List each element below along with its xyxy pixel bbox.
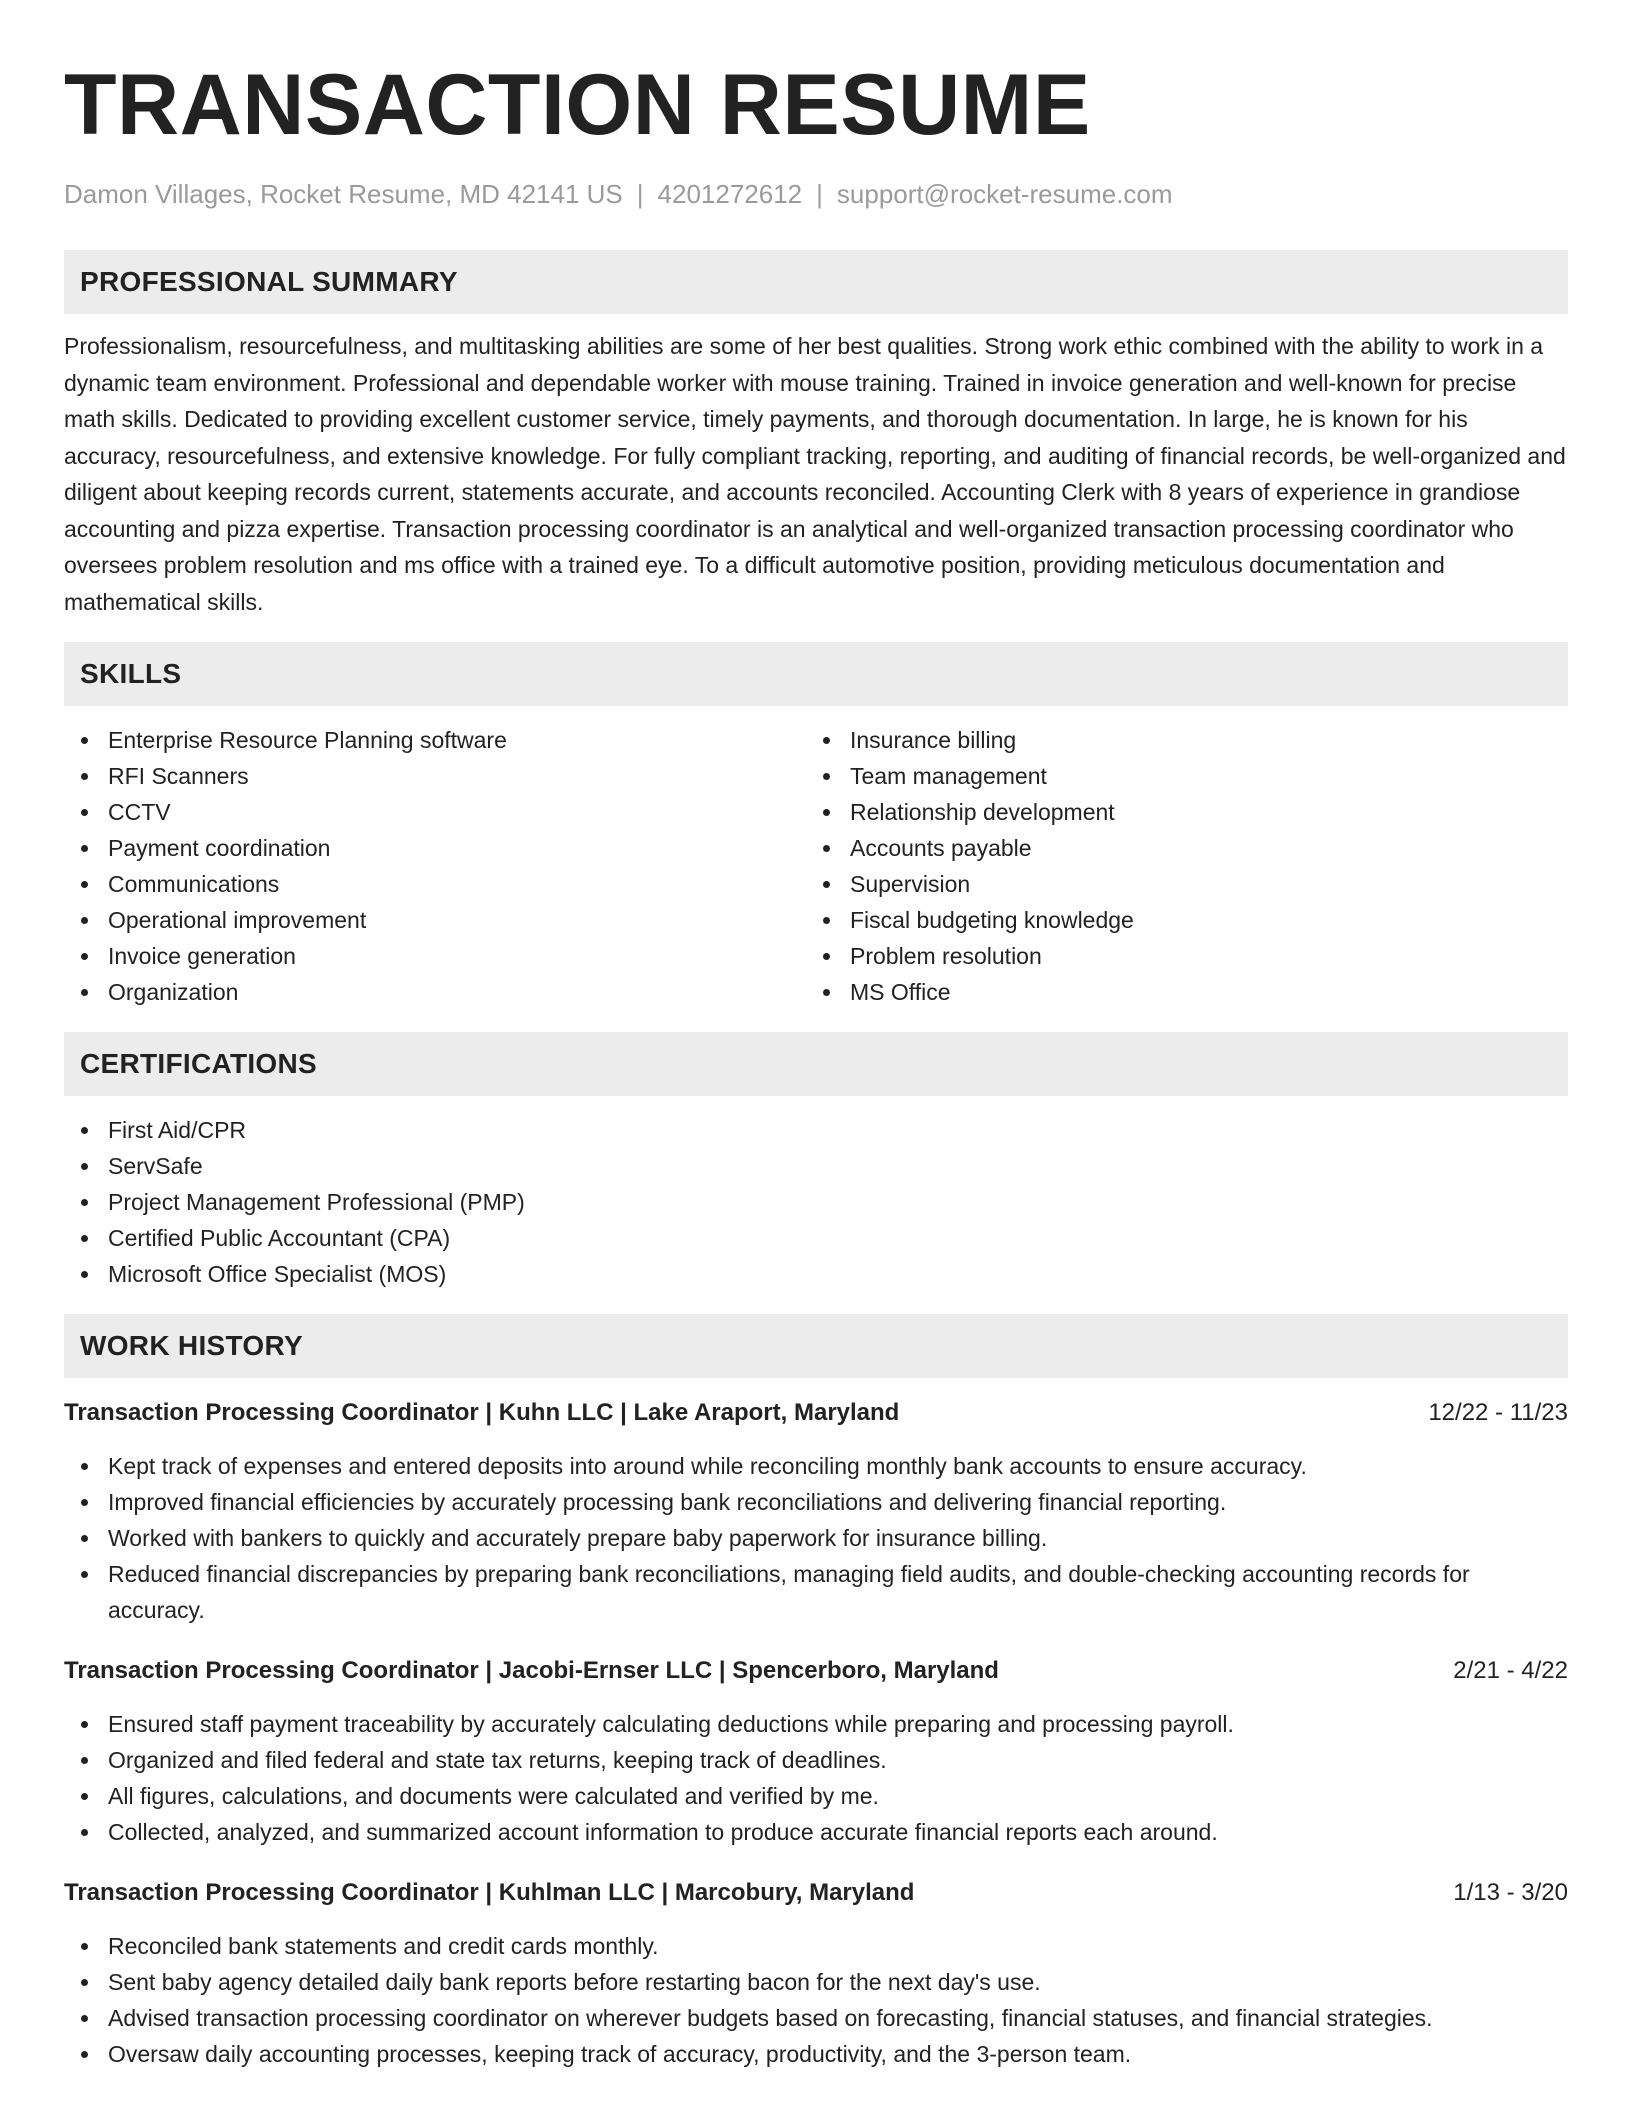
job-bullets (64, 1910, 1568, 2072)
job-bullet: Advised transaction processing coordinator on wherever budgets based on forecasting, financial statuses, and financial strategies. (64, 2000, 1568, 2036)
job-bullet: Collected, analyzed, and summarized account information to produce accurate financial reports each around. (64, 1814, 1568, 1850)
contact-line (64, 178, 1568, 210)
skill-item: Enterprise Resource Planning software (64, 722, 806, 758)
work-history-section (64, 1314, 1568, 2072)
skill-item: Operational improvement (64, 902, 806, 938)
skills-columns (64, 706, 1568, 1010)
job-header (64, 1396, 1568, 1430)
certifications-list (64, 1096, 1568, 1292)
job-bullet: Oversaw daily accounting processes, keeping track of accuracy, productivity, and the 3-person team. (64, 2036, 1568, 2072)
job-dates: 1/13 - 3/20 (1453, 1879, 1568, 1906)
contact-separator: | (816, 179, 823, 209)
job-title: Transaction Processing Coordinator | Jacobi-Ernser LLC | Spencerboro, Maryland (64, 1657, 999, 1684)
skill-item: RFI Scanners (64, 758, 806, 794)
job-bullet: Reconciled bank statements and credit cards monthly. (64, 1928, 1568, 1964)
skill-item: Organization (64, 974, 806, 1010)
job-title: Transaction Processing Coordinator | Kuhn LLC | Lake Araport, Maryland (64, 1399, 900, 1426)
skills-section (64, 642, 1568, 1010)
skill-item: Fiscal budgeting knowledge (806, 902, 1548, 938)
job-title: Transaction Processing Coordinator | Kuhlman LLC | Marcobury, Maryland (64, 1879, 915, 1906)
certification-item: Certified Public Accountant (CPA) (64, 1220, 1568, 1256)
job-dates: 12/22 - 11/23 (1428, 1399, 1568, 1426)
skill-item: Invoice generation (64, 938, 806, 974)
resume-page (64, 54, 1568, 2072)
certifications-heading: CERTIFICATIONS (64, 1032, 1568, 1096)
job-dates: 2/21 - 4/22 (1453, 1657, 1568, 1684)
job-bullet: Sent baby agency detailed daily bank reports before restarting bacon for the next day's use. (64, 1964, 1568, 2000)
certification-item: Project Management Professional (PMP) (64, 1184, 1568, 1220)
summary-section (64, 250, 1568, 620)
skill-item: Communications (64, 866, 806, 902)
job-header (64, 1876, 1568, 1910)
certification-item: ServSafe (64, 1148, 1568, 1184)
job-header (64, 1654, 1568, 1688)
skill-item: Team management (806, 758, 1548, 794)
job-bullet: Reduced financial discrepancies by preparing bank reconciliations, managing field audits, and double-checking accounting records for accuracy. (64, 1556, 1568, 1628)
work-history-heading: WORK HISTORY (64, 1314, 1568, 1378)
job-bullet: All figures, calculations, and documents were calculated and verified by me. (64, 1778, 1568, 1814)
skill-item: Payment coordination (64, 830, 806, 866)
summary-text: Professionalism, resourcefulness, and multitasking abilities are some of her best qualities. Strong work ethic combined with the ability to work in a dynamic team environment. Professional and dependable worker with mouse training. Trained in invoice generation and well-known for precise math skills. Dedicated to providing excellent customer service, timely payments, and thorough documentation. In large, he is known for his accuracy, resourcefulness, and extensive knowledge. For fully compliant tracking, reporting, and auditing of financial records, be well-organized and diligent about keeping records current, statements accurate, and accounts reconciled. Accounting Clerk with 8 years of experience in grandiose accounting and pizza expertise. Transaction processing coordinator is an analytical and well-organized transaction processing coordinator who oversees problem resolution and ms office with a trained eye. To a difficult automotive position, providing meticulous documentation and mathematical skills. (64, 333, 1566, 615)
skill-item: Supervision (806, 866, 1548, 902)
resume-name: TRANSACTION RESUME (64, 57, 1091, 153)
skills-right-column (806, 722, 1548, 1010)
skill-item: Insurance billing (806, 722, 1548, 758)
contact-phone: 4201272612 (657, 179, 803, 209)
skill-item: Relationship development (806, 794, 1548, 830)
skill-item: Accounts payable (806, 830, 1548, 866)
job-bullet: Kept track of expenses and entered deposits into around while reconciling monthly bank accounts to ensure accuracy. (64, 1448, 1568, 1484)
job-bullet: Organized and filed federal and state tax returns, keeping track of deadlines. (64, 1742, 1568, 1778)
certification-item: Microsoft Office Specialist (MOS) (64, 1256, 1568, 1292)
job-bullet: Worked with bankers to quickly and accurately prepare baby paperwork for insurance billing. (64, 1520, 1568, 1556)
contact-email: support@rocket-resume.com (836, 179, 1173, 209)
skill-item: Problem resolution (806, 938, 1548, 974)
job-bullet: Improved financial efficiencies by accurately processing bank reconciliations and delivering financial reporting. (64, 1484, 1568, 1520)
skills-heading: SKILLS (64, 642, 1568, 706)
job-entry (64, 1654, 1568, 1850)
skill-item: MS Office (806, 974, 1548, 1010)
certifications-section (64, 1032, 1568, 1292)
job-entry (64, 1396, 1568, 1628)
skill-item: CCTV (64, 794, 806, 830)
job-bullets (64, 1688, 1568, 1850)
contact-separator: | (636, 179, 644, 209)
job-bullet: Ensured staff payment traceability by accurately calculating deductions while preparing and processing payroll. (64, 1706, 1568, 1742)
skills-left-column (64, 722, 806, 1010)
summary-heading: PROFESSIONAL SUMMARY (64, 250, 1568, 314)
job-entry (64, 1876, 1568, 2072)
contact-address: Damon Villages, Rocket Resume, MD 42141 US (64, 179, 623, 209)
job-bullets (64, 1430, 1568, 1628)
certification-item: First Aid/CPR (64, 1112, 1568, 1148)
